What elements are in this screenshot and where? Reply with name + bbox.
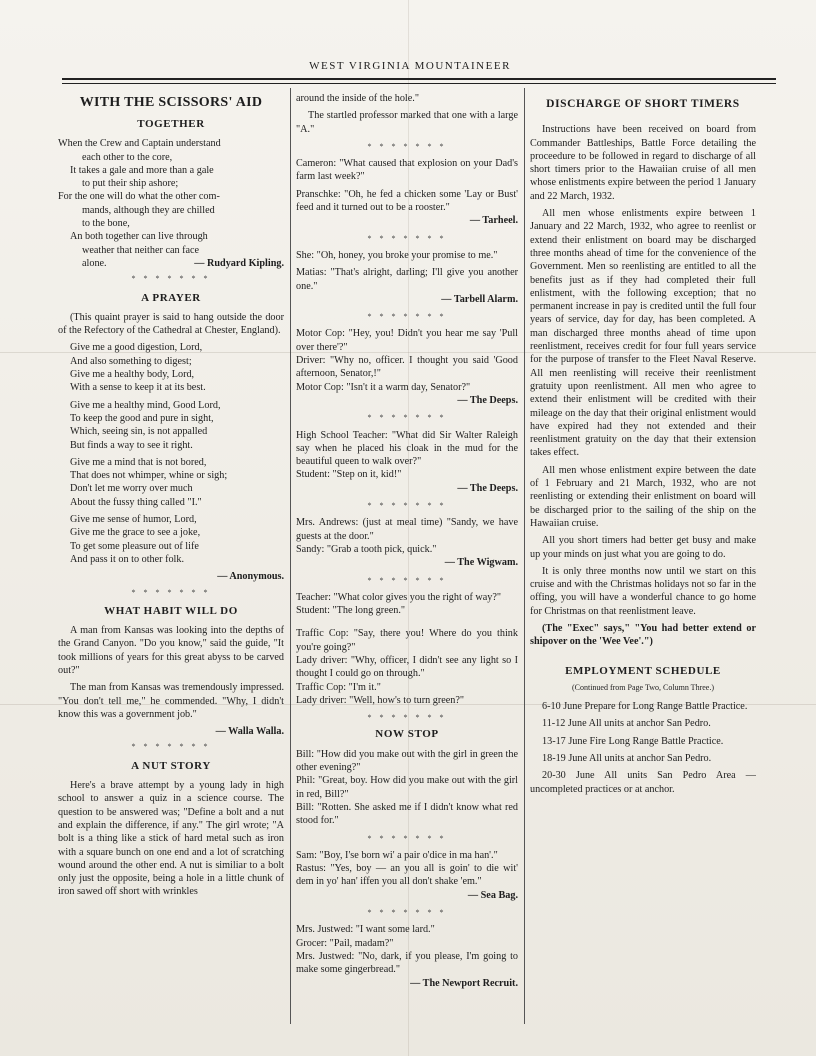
poem-together: [58, 137, 284, 270]
joke-line: Grocer: "Pail, madam?": [296, 937, 394, 949]
joke-line: She: "Oh, honey, you broke your promise to me.": [296, 249, 498, 261]
poem-line: And also something to digest;: [70, 355, 192, 367]
prayer-stanza: [58, 341, 284, 394]
article-continuation: around the inside of the hole.": [296, 93, 419, 104]
separator-stars: * * * * * * *: [367, 713, 447, 723]
joke: [296, 327, 518, 407]
poem-line: Give me a healthy mind, Good Lord,: [70, 399, 221, 411]
separator-stars: * * * * * * *: [367, 312, 447, 322]
poem-line: To get some pleasure out of life: [70, 540, 199, 552]
schedule-item: 6-10 June Prepare for Long Range Battle Practice.: [542, 701, 748, 713]
joke-line: Teacher: "What color gives you the right of way?": [296, 591, 502, 603]
article-paragraph: The startled professor marked that one with a large "A.": [296, 110, 518, 135]
article-heading: EMPLOYMENT SCHEDULE: [565, 664, 721, 677]
article-paragraph: All men whose enlistments expire between 1 January and 22 March, 1932, who agree to reenlist or extend their enlistment on board may be discharged three months ahead of time for the convenience of the Government. Men so reenlisting are entitled to all the benefits just as if they had completed their full enlistment, with the following exception; that no permanent increase in pay is credited until the full four years of service, day for day, has been completed. A man discharged three months ahead of time upon reenlistment, receives credit for four full years service for the purpose of transfer to the Fleet Naval Reserve. All men reenlisting will receive their reenlistment gratuity upon reenlistment. All men who agree to extend their enlistment will be credited with their mileage on the day that their original enlistment would have expired had they not extended and their reenlistment gratuity on the day that their extension takes effect.: [530, 208, 756, 459]
poem-line: Give me a mind that is not bored,: [70, 456, 207, 468]
separator-stars: * * * * * * *: [367, 833, 447, 843]
joke: [296, 849, 518, 902]
poem-line: An both together can live through: [70, 231, 208, 243]
joke-line: Driver: "Why no, officer. I thought you said 'Good afternoon, Senator,!": [296, 355, 518, 380]
poem-line: each other to the core,: [82, 151, 173, 163]
poem-line: weather that neither can face: [82, 244, 200, 256]
separator-stars: * * * * * * *: [367, 575, 447, 585]
attribution: — The Deeps.: [457, 394, 518, 406]
poem-line: To keep the good and pure in sight,: [70, 412, 214, 424]
poem-line: Which, seeing sin, is not appalled: [70, 426, 208, 438]
prayer-stanza: [58, 399, 284, 452]
joke: [296, 429, 518, 495]
joke-line: Motor Cop: "Isn't it a warm day, Senator?": [296, 381, 471, 393]
attribution: — The Newport Recruit.: [410, 977, 518, 989]
joke-line: Motor Cop: "Hey, you! Didn't you hear me say 'Pull over there'?": [296, 328, 518, 353]
joke-line: Mrs. Justwed: "I want some lard.": [296, 924, 435, 936]
joke-line: Matias: "That's alright, darling; I'll give you another one.": [296, 267, 518, 292]
prayer-stanza: [58, 513, 284, 566]
article-paragraph: It is only three months now until we start on this cruise and with the Christmas holidays not so far in the offing, you will have a wonderful chance to go home for Christmas on that reenlistment leave.: [530, 565, 756, 617]
poem-line: Give me the grace to see a joke,: [70, 527, 201, 539]
separator-stars: * * * * * * *: [367, 233, 447, 243]
joke-line: Bill: "How did you make out with the girl in green the other evening?": [296, 748, 518, 774]
poem-line: to put their ship ashore;: [82, 178, 179, 190]
attribution: — Walla Walla.: [215, 726, 284, 738]
masthead-rule: [62, 78, 776, 80]
poem-line: mands, although they are chilled: [82, 204, 215, 216]
article-heading: A NUT STORY: [131, 759, 211, 772]
joke-line: Sandy: "Grab a tooth pick, quick.": [296, 543, 437, 555]
poem-line: When the Crew and Captain understand: [58, 138, 221, 150]
article-heading: A PRAYER: [141, 291, 201, 304]
article-paragraph: All men whose enlistment expire between the date of 1 February and 21 March, 1932, who are not reenlisting or extending their enlistment on board will be discharged prior to the sailing of the ship on the Hawaiian cruise.: [530, 464, 756, 529]
separator-stars: * * * * * * *: [367, 141, 447, 151]
joke-line: Mrs. Andrews: (just at meal time) "Sandy, we have guests at the door.": [296, 517, 518, 542]
column-rule: [524, 88, 525, 1024]
schedule-item: 11-12 June All units at anchor San Pedro.: [542, 718, 711, 730]
joke-line: Pranschke: "Oh, he fed a chicken some 'Lay or Bust' feed and it turned out to be a rooster.": [296, 188, 518, 214]
column-2: [296, 92, 518, 994]
column-1: [58, 92, 284, 903]
joke-line: Lady driver: "Well, how's to turn green?": [296, 694, 465, 706]
poem-line: to the bone,: [82, 218, 130, 230]
joke: [296, 748, 518, 828]
article-heading: WHAT HABIT WILL DO: [104, 604, 238, 617]
section-title: WITH THE SCISSORS' AID: [79, 95, 263, 110]
article-paragraph: The man from Kansas was tremendously impressed. "You don't tell me," he commended. "Why, I didn't know this was a government job.": [58, 682, 284, 720]
schedule-item: 13-17 June Fire Long Range Battle Practice.: [542, 735, 724, 747]
article-paragraph: A man from Kansas was looking into the depths of the Grand Canyon. "Do you know," said the guide, "It took millions of years for this great abyss to be carved out?": [58, 625, 284, 676]
schedule-item: 20-30 June All units San Pedro Area — uncompleted practices or at anchor.: [530, 770, 756, 795]
prayer-stanza: [58, 456, 284, 509]
poem-line: With a sense to keep it at its best.: [70, 382, 206, 394]
article-paragraph: (The "Exec" says," "You had better extend or shipover on the 'Wee Vee'."): [530, 622, 756, 648]
joke-line: Phil: "Great, boy. How did you make out with the girl in red, Bill?": [296, 775, 518, 800]
poem-line: Don't let me worry over much: [70, 483, 193, 495]
column-rule: [290, 88, 291, 1024]
joke-line: Traffic Cop: "I'm it.": [296, 681, 381, 693]
article-paragraph: All you short timers had better get busy and make up your minds on just what you are going to do.: [530, 535, 756, 560]
poem-line: alone.: [82, 257, 107, 269]
joke-line: High School Teacher: "What did Sir Walter Raleigh say when he placed his cloak in the mud for the beautiful queen to walk over?": [296, 429, 518, 468]
joke: [296, 591, 518, 618]
poem-line: It takes a gale and more than a gale: [70, 164, 214, 176]
article-subheading: (Continued from Page Two, Column Three.): [571, 682, 714, 692]
joke-line: Mrs. Justwed: "No, dark, if you please, I'm going to make some gingerbread.": [296, 950, 518, 976]
attribution: — Tarbell Alarm.: [441, 293, 518, 305]
column-3: [530, 92, 756, 800]
separator-stars: * * * * * * *: [367, 413, 447, 423]
attribution: — The Wigwam.: [444, 557, 518, 569]
separator-stars: * * * * * * *: [367, 501, 447, 511]
article-paragraph: Here's a brave attempt by a young lady in high school to answer a quiz in a science course. The question to be answered was; "Define a bolt and a nut and explain the difference, if any." The girl wrote; "A bolt is a thing like a stick of hard metal such as iron with a square bunch on one end and a lot of scratching wound around the other end. A nut is similiar to a bolt only just the opposite, being a hole in a little chunk of iron sawed off short with wrinkles: [58, 780, 284, 898]
joke: [296, 627, 518, 707]
attribution: — The Deeps.: [457, 482, 518, 494]
article-paragraph: Instructions have been received on board from Commander Battleships, Battle Force detailing the proceedure to be followed in regard to discharge of all short timers prior to the Hawaiian cruise of all men whose enlistments expire between the period 1 January and 22 March, 1932.: [530, 124, 756, 202]
schedule-item: 18-19 June All units at anchor San Pedro.: [542, 753, 712, 765]
joke: [296, 923, 518, 989]
separator-stars: * * * * * * *: [131, 587, 211, 597]
joke: [296, 249, 518, 306]
joke-line: Cameron: "What caused that explosion on your Dad's farm last week?": [296, 158, 518, 183]
masthead: WEST VIRGINIA MOUNTAINEER: [309, 60, 511, 72]
poem-line: [58, 257, 284, 270]
article-heading: DISCHARGE OF SHORT TIMERS: [546, 98, 740, 110]
poem-line: Give me a healthy body, Lord,: [70, 369, 195, 381]
joke: [296, 157, 518, 227]
poem-line: For the one will do what the other com-: [58, 191, 220, 203]
joke-line: Student: "Step on it, kid!": [296, 469, 402, 481]
joke-line: Student: "The long green.": [296, 605, 406, 617]
joke-line: Lady driver: "Why, officer, I didn't see any light so I thought I could go on through.": [296, 654, 518, 680]
separator-stars: * * * * * * *: [367, 908, 447, 918]
separator-stars: * * * * * * *: [131, 742, 211, 752]
joke-line: Bill: "Rotten. She asked me if I didn't know what red stood for.": [296, 801, 518, 827]
poem-line: But finds a way to see it right.: [70, 439, 193, 451]
article-heading: TOGETHER: [137, 118, 205, 130]
joke-line: Sam: "Boy, I'se born wi' a pair o'dice in ma han'.": [296, 849, 498, 861]
poem-line: About the fussy thing called "I.": [70, 496, 202, 508]
attribution: — Sea Bag.: [467, 889, 518, 901]
attribution: — Tarheel.: [469, 215, 518, 227]
joke: [296, 516, 518, 569]
poem-line: Give me a good digestion, Lord,: [70, 342, 203, 354]
attribution: — Rudyard Kipling.: [194, 257, 284, 269]
attribution: — Anonymous.: [217, 571, 284, 583]
separator-stars: * * * * * * *: [131, 274, 211, 284]
article-heading: NOW STOP: [375, 728, 439, 741]
poem-line: Give me sense of humor, Lord,: [70, 514, 197, 526]
joke-line: Rastus: "Yes, boy — an you all is goin' to die wit' dem in yo' han' iffen you all don't shake 'em.": [296, 863, 518, 888]
poem-line: That does not whimper, whine or sigh;: [70, 470, 228, 482]
joke-line: Traffic Cop: "Say, there you! Where do you think you're going?": [296, 628, 518, 653]
poem-line: And pass it on to other folk.: [70, 553, 185, 565]
masthead-rule: [62, 83, 776, 84]
prayer-intro: (This quaint prayer is said to hang outside the door of the Refectory of the Cathedral at Chester, England).: [58, 311, 284, 337]
